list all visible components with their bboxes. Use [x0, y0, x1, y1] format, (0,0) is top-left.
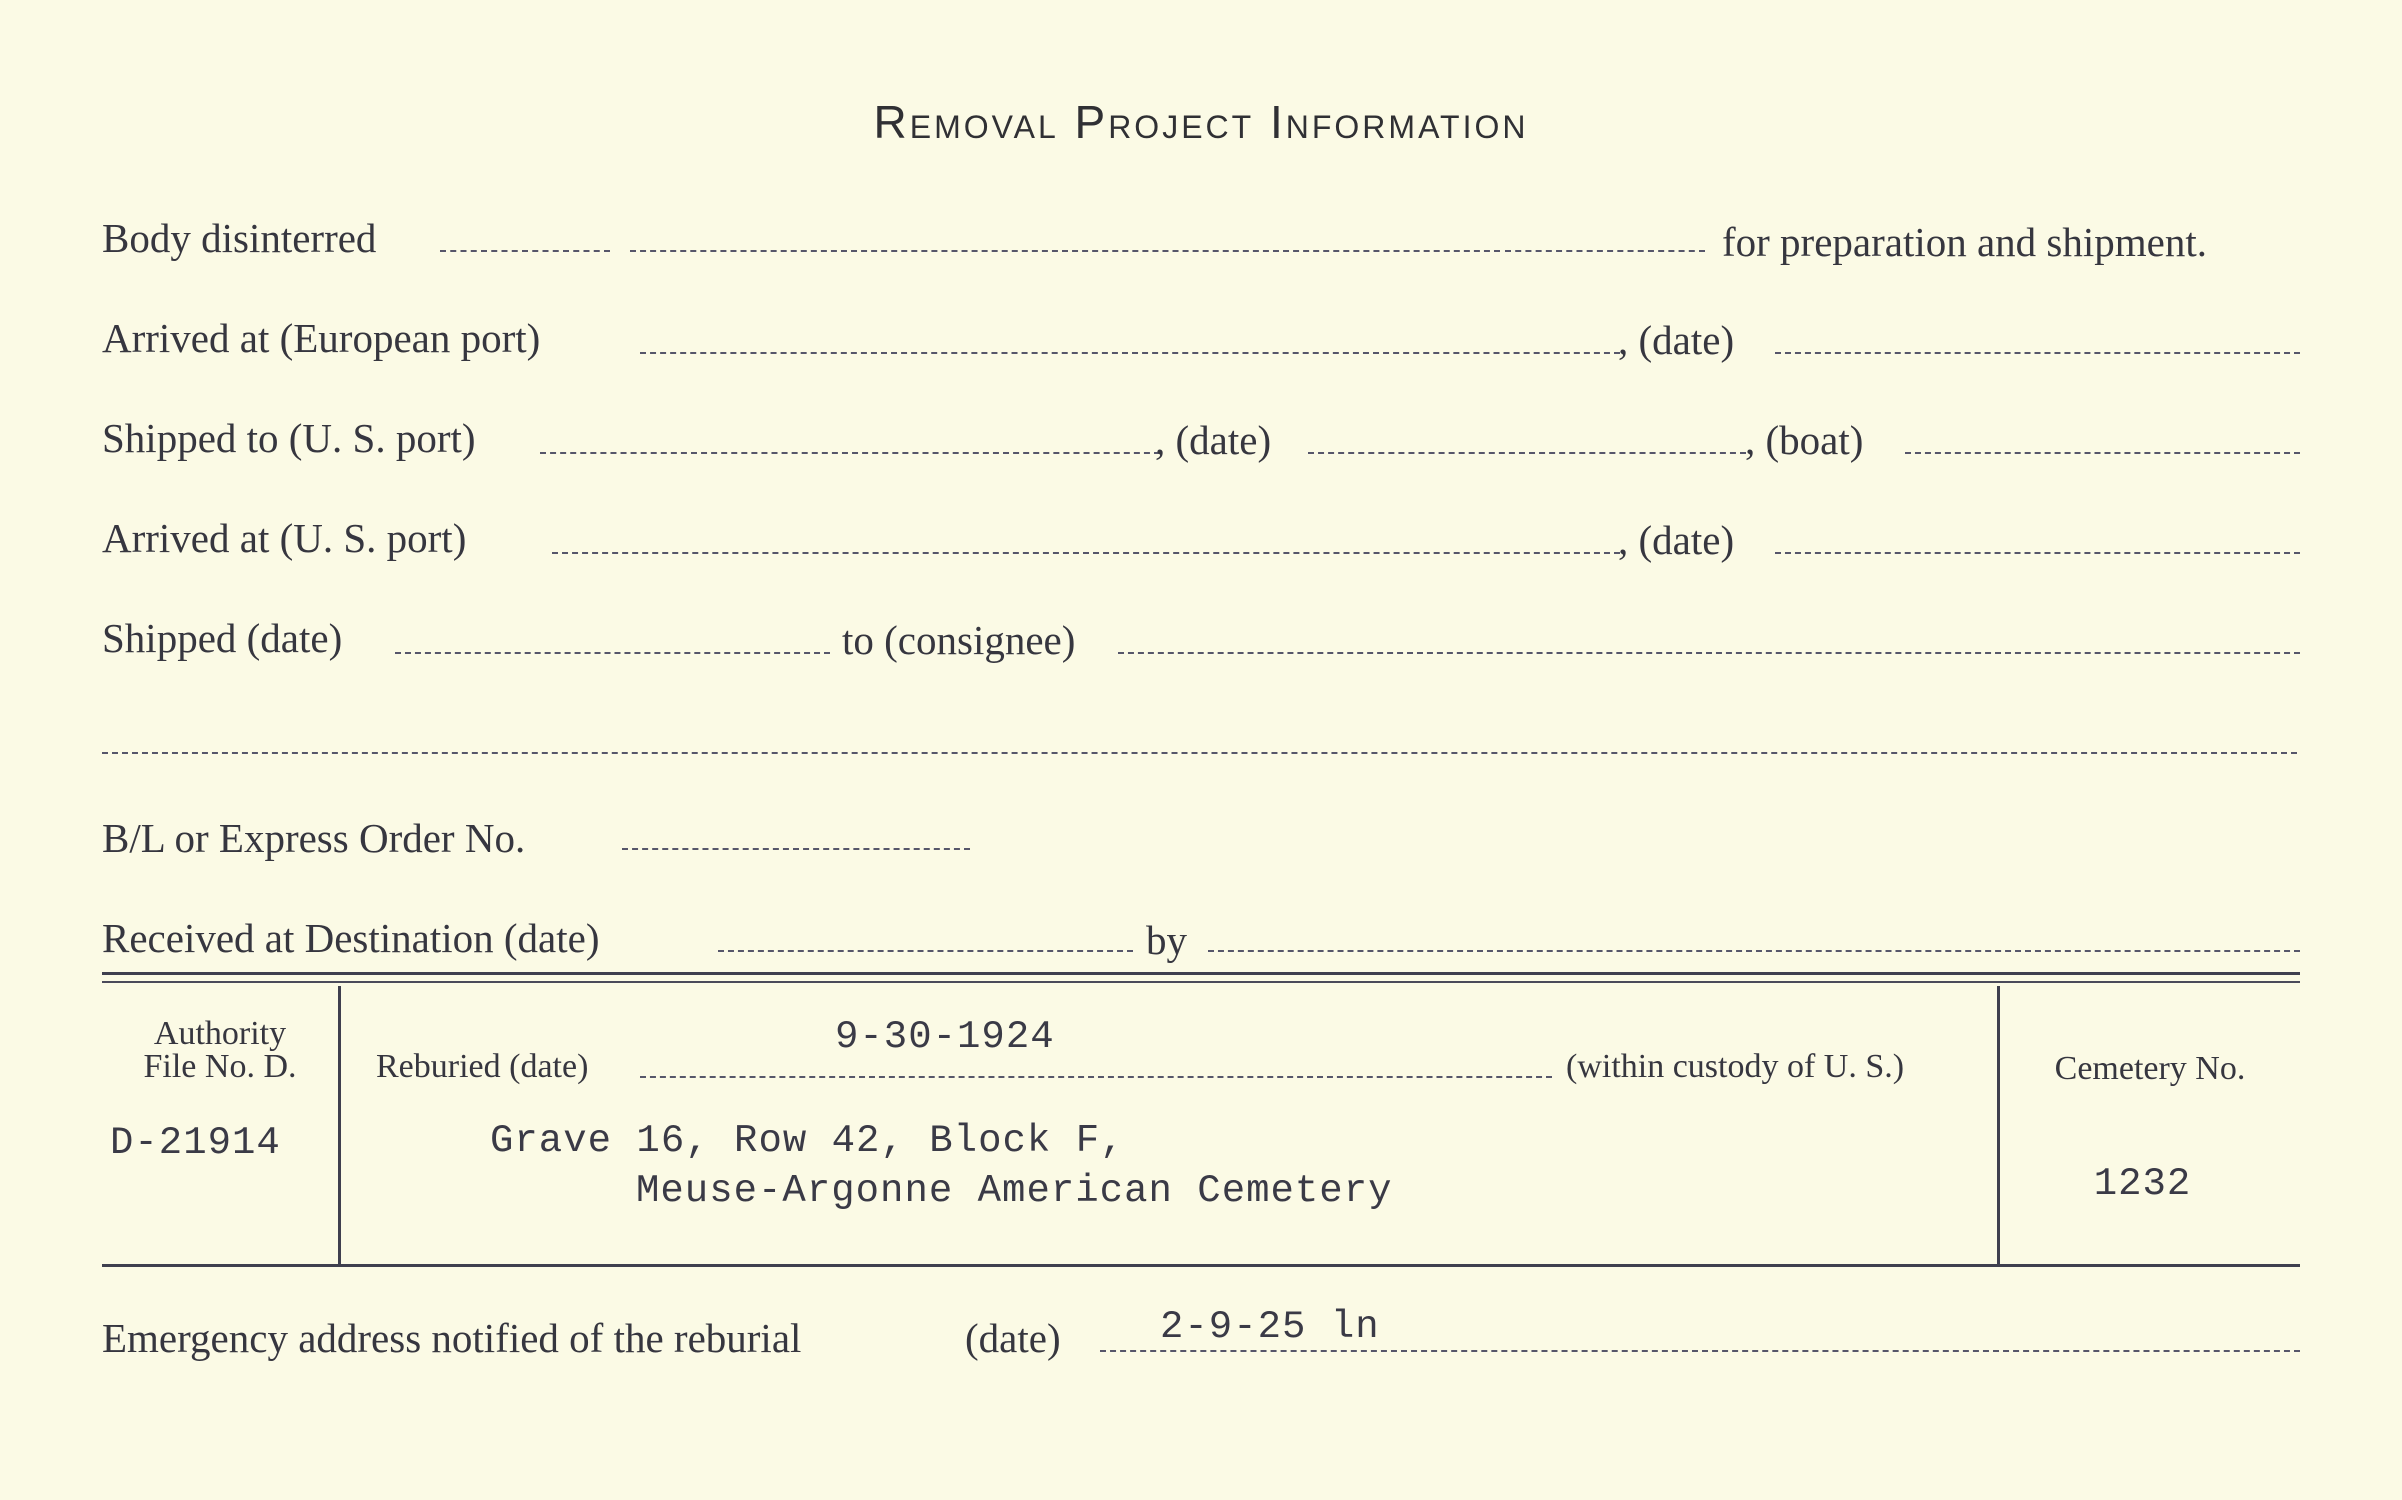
- by-line: [1208, 950, 2300, 952]
- emergency-label: Emergency address notified of the reburial: [102, 1315, 802, 1361]
- arrived-european-line: [640, 352, 1620, 354]
- received-destination-line: [718, 950, 1133, 952]
- body-disinterred-line-2: [630, 250, 1500, 252]
- arrived-us-label: Arrived at (U. S. port): [102, 515, 467, 561]
- cemetery-number-value: 1232: [2093, 1162, 2192, 1206]
- shipped-date-line: [395, 652, 830, 654]
- authority-label: Authority: [153, 1015, 287, 1052]
- bl-order-line: [622, 848, 970, 850]
- form-title: Removal Project Information: [873, 96, 1529, 148]
- boat-line: [1905, 452, 2300, 454]
- reburied-date-value: 9-30-1924: [835, 1015, 1055, 1059]
- body-disinterred-line-1: [440, 250, 610, 252]
- shipped-date-label: Shipped (date): [102, 615, 343, 661]
- consignee-line: [1118, 652, 2300, 654]
- box-bottom-rule: [102, 1264, 2300, 1267]
- received-destination-label: Received at Destination (date): [102, 915, 600, 961]
- reburied-date-line: [640, 1076, 1552, 1078]
- shipped-to-us-date-line: [1308, 452, 1746, 454]
- shipped-to-us-line: [540, 452, 1160, 454]
- body-disinterred-label: Body disinterred: [102, 215, 377, 261]
- within-custody-label: (within custody of U. S.): [1566, 1048, 1905, 1085]
- bl-order-label: B/L or Express Order No.: [102, 815, 526, 861]
- shipped-to-us-label: Shipped to (U. S. port): [102, 415, 476, 461]
- cemetery-no-label: Cemetery No.: [2054, 1050, 2246, 1087]
- body-disinterred-line-3: [1505, 250, 1705, 252]
- by-label: by: [1146, 917, 1187, 963]
- grave-location-line-2: Meuse-Argonne American Cemetery: [636, 1169, 1393, 1213]
- grave-location-line-1: Grave 16, Row 42, Block F,: [490, 1119, 1125, 1163]
- emergency-date-label: (date): [965, 1315, 1061, 1361]
- arrived-us-date-line: [1775, 552, 2300, 554]
- arrived-european-date-label: , (date): [1618, 317, 1735, 363]
- arrived-us-line: [552, 552, 1620, 554]
- arrived-european-label: Arrived at (European port): [102, 315, 541, 361]
- arrived-european-date-line: [1775, 352, 2300, 354]
- shipped-to-us-date-label: , (date): [1155, 417, 1272, 463]
- box-top-rule-2: [102, 981, 2300, 983]
- to-consignee-label: to (consignee): [842, 617, 1076, 663]
- box-top-rule-1: [102, 972, 2300, 975]
- for-preparation-label: for preparation and shipment.: [1722, 219, 2208, 265]
- box-divider-right: [1997, 986, 2000, 1264]
- box-divider-left: [338, 986, 341, 1264]
- boat-label: , (boat): [1745, 417, 1864, 463]
- file-number-value: D-21914: [110, 1121, 281, 1165]
- notified-date-value: 2-9-25 ln: [1160, 1305, 1380, 1349]
- arrived-us-date-label: , (date): [1618, 517, 1735, 563]
- consignee-continuation-line: [102, 752, 2297, 754]
- emergency-date-line: [1100, 1350, 2300, 1352]
- reburied-date-label: Reburied (date): [376, 1048, 589, 1085]
- file-no-label: File No. D.: [143, 1048, 297, 1085]
